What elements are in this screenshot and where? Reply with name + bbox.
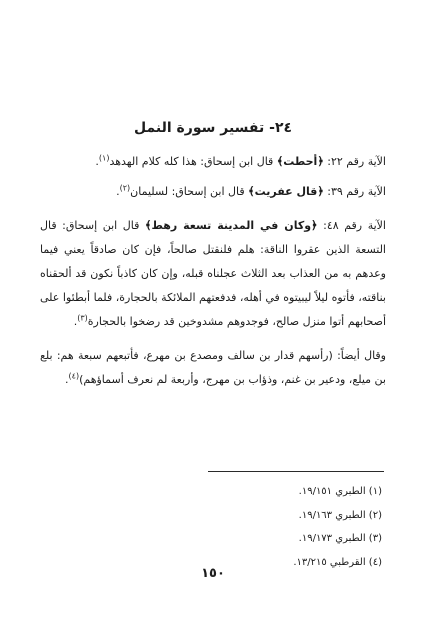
paragraph-ayah-48 bbox=[40, 214, 386, 334]
paragraph-lead: وقال أيضاً: bbox=[332, 349, 386, 362]
quranic-quote: ﴿قال عفريت﴾ bbox=[248, 185, 324, 198]
sentence-end: . bbox=[116, 185, 120, 198]
quranic-quote: ﴿وكان في المدينة تسعة رهط﴾ bbox=[145, 219, 318, 232]
footnote-item: (١) الطبري ١٩/١٥١. bbox=[298, 486, 382, 497]
commentary-text: قال ابن إسحاق: لسليمان bbox=[130, 185, 249, 198]
sentence-end: . bbox=[73, 315, 78, 328]
body-text bbox=[40, 150, 386, 402]
commentary-text: قال ابن إسحاق: هذا كله كلام الهدهد bbox=[109, 155, 277, 168]
footnote-item: (٢) الطبري ١٩/١٦٣. bbox=[298, 509, 382, 521]
page-number: ١٥٠ bbox=[201, 566, 225, 581]
footnote-item: (٣) الطبري ١٩/١٧٣. bbox=[298, 533, 382, 544]
ayah-number: الآية رقم ٣٩: bbox=[323, 185, 386, 198]
footnote-ref: (٢) bbox=[119, 183, 131, 193]
paragraph-ayah-39 bbox=[40, 180, 386, 204]
ayah-number: الآية رقم ٢٢: bbox=[323, 155, 386, 168]
sentence-end: . bbox=[95, 155, 99, 168]
sentence-end: . bbox=[65, 373, 69, 386]
paragraph-additional bbox=[40, 344, 386, 392]
footnote-ref: (١) bbox=[98, 153, 110, 163]
footnotes bbox=[182, 480, 382, 574]
footnote-divider bbox=[208, 471, 384, 472]
commentary-text: قال ابن إسحاق: قال التسعة الذين عقروا الناقة: هلم فلنقتل صالحاً، فإن كان صادقاً يعني فيما وعدهم به من العذاب بعد الثلاث عجلناه قبله، وإن كان كاذباً نكون قد ألحقناه بناقته، فأتوه ليلاً ليبيتوه في أهله، فدفعتهم الملائكة بالحجارة، فلما أبطئوا على أصحابهم أتوا منزل صالح، فوجدوهم مشدوخين قد رضخوا بالحجارة bbox=[40, 219, 386, 328]
commentary-text: (رأسهم قدار بن سالف ومصدع بن مهرع، فأتبعهم سبعة هم: بلع بن ميلع، ودعير بن غنم، وذؤاب بن مهرج، وأربعة لم نعرف أسماؤهم) bbox=[40, 349, 386, 386]
footnote-item: (٤) القرطبي ١٣/٢١٥. bbox=[293, 556, 382, 568]
footnote-ref: (٤) bbox=[68, 371, 80, 381]
footnote-ref: (٣) bbox=[77, 313, 88, 323]
quranic-quote: ﴿أحطت﴾ bbox=[276, 155, 324, 168]
paragraph-ayah-22 bbox=[40, 150, 386, 174]
chapter-title: ٢٤- تفسير سورة النمل bbox=[133, 120, 293, 136]
ayah-number: الآية رقم ٤٨: bbox=[317, 219, 386, 232]
